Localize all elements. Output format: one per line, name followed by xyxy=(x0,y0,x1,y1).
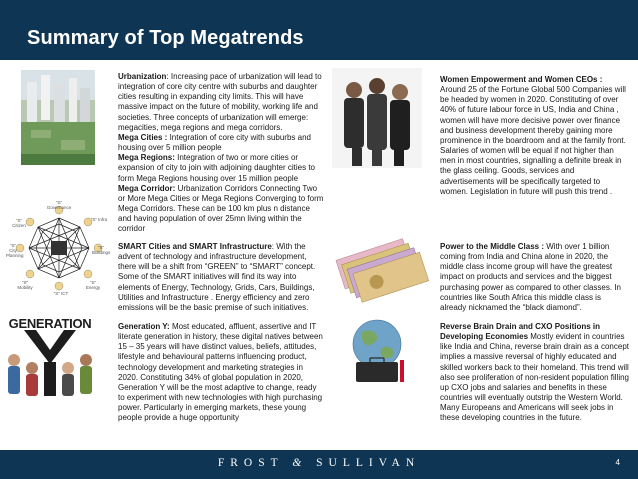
header-bar xyxy=(0,0,638,60)
smart-label-citizen: “S” Citizen xyxy=(12,218,26,228)
page-title: Summary of Top Megatrends xyxy=(27,27,304,49)
smart-label-mobility: “S” Mobility xyxy=(17,280,33,290)
smart-diagram xyxy=(8,200,110,300)
urbanization-image xyxy=(21,70,95,165)
middle-class-text: Power to the Middle Class : With over 1 billion coming from India and China alone in 2020, the middle class income group will have the greatest impact on products and services and the biggest purchasing power as compared to other classes. In countries like South Africa this middle class is already nicknamed the “black diamond”. xyxy=(440,242,621,312)
smart-label-buildings: “S” Buildings xyxy=(92,245,111,255)
generation-y-image xyxy=(2,316,98,398)
page-number: 4 xyxy=(615,458,620,467)
brand-logo: FROST & SULLIVAN xyxy=(217,457,421,469)
footer-bar xyxy=(0,450,638,479)
smart-label-city-planning: “S” City Planning xyxy=(6,243,24,258)
women-image xyxy=(332,68,422,168)
women-text: Women Empowerment and Women CEOs : Around 25 of the Fortune Global 500 Companies will be headed by women in 2020. Constituting of over 40% of future labour force in US, India and China , women will have more decisive power over finance and business development thereby gaining more prominence in the boardroom and at the family front. Salaries of women will be equal if not higher than men in most countries, signalling a definite break in the glass ceiling. Goods, services and advertisements will be specifically targeted to women. Legislation in future will push this trend . xyxy=(440,75,626,196)
smart-label-ict: “S” ICT xyxy=(53,291,69,296)
middle-class-image xyxy=(332,234,422,300)
urbanization-text: Urbanization: Increasing pace of urbanization will lead to integration of core city centre with suburbs and daughter cities resulting in expanding city limits. This will have massive impact on the future of mobility, working life and societies. Three concepts of urbanization will emerge: megacities, mega regions and mega corridors. Mega Cities : Integration of core city with suburbs and housing over 5 million people Mega Regions: Integration of two or more cities or expansion of city to join with adjoining daughter cities to form Mega Regions housing over 15 million people Mega Corridor: Urbanization Corridors Connecting Two or More Mega Cities or Mega Regions Converging to form Mega Corridors. These can be 100 km plus n distance and having population of over 25mn living within the corridor xyxy=(118,72,324,234)
smart-label-infra: “S” Infra xyxy=(90,217,108,222)
brain-drain-text: Reverse Brain Drain and CXO Positions in Developing Economies Mostly evident in countries like India and China, reverse brain drain as a concept implies a massive reversal of highly educated and skilled workers back to their homeland. This trend will also see proliferation of non-resident population filling up CXO jobs and salaries and benefits in these countries will eventually outstrip the Western World. Many Europeans and Americans will seek jobs in these developing countries in the future. xyxy=(440,322,630,423)
smart-label-energy: “S” Energy xyxy=(85,280,101,290)
generation-y-text: Generation Y: Most educated, affluent, assertive and IT literate generation in history, these digital natives between 15 – 35 years will have distinct values, beliefs, attitudes, lifestyle and behavioural patterns influencing product, technology development and marketing strategies in 2020. Constituting 34% of global population in 2020, Generation Y will be the most adaptive to change, ready to experiment with new technologies with high purchasing power. Particularly in emerging markets, these young people provide a huge opportunity xyxy=(118,322,323,423)
brain-drain-image xyxy=(332,310,422,390)
smart-text: SMART Cities and SMART Infrastructure: With the advent of technology and infrastructure development, there will be a shift from “GREEN” to “SMART” concept. Some of the SMART initiatives will find its way into elements of Energy, Technology, Grids, Cars, Buildings, Utilities and Infrastructure . Energy efficiency and zero emissions will be the basic premise of such initiatives. xyxy=(118,242,316,312)
generation-y-image-text: GENERATION xyxy=(8,316,92,331)
smart-label-governance: “S” Governance xyxy=(46,200,72,210)
